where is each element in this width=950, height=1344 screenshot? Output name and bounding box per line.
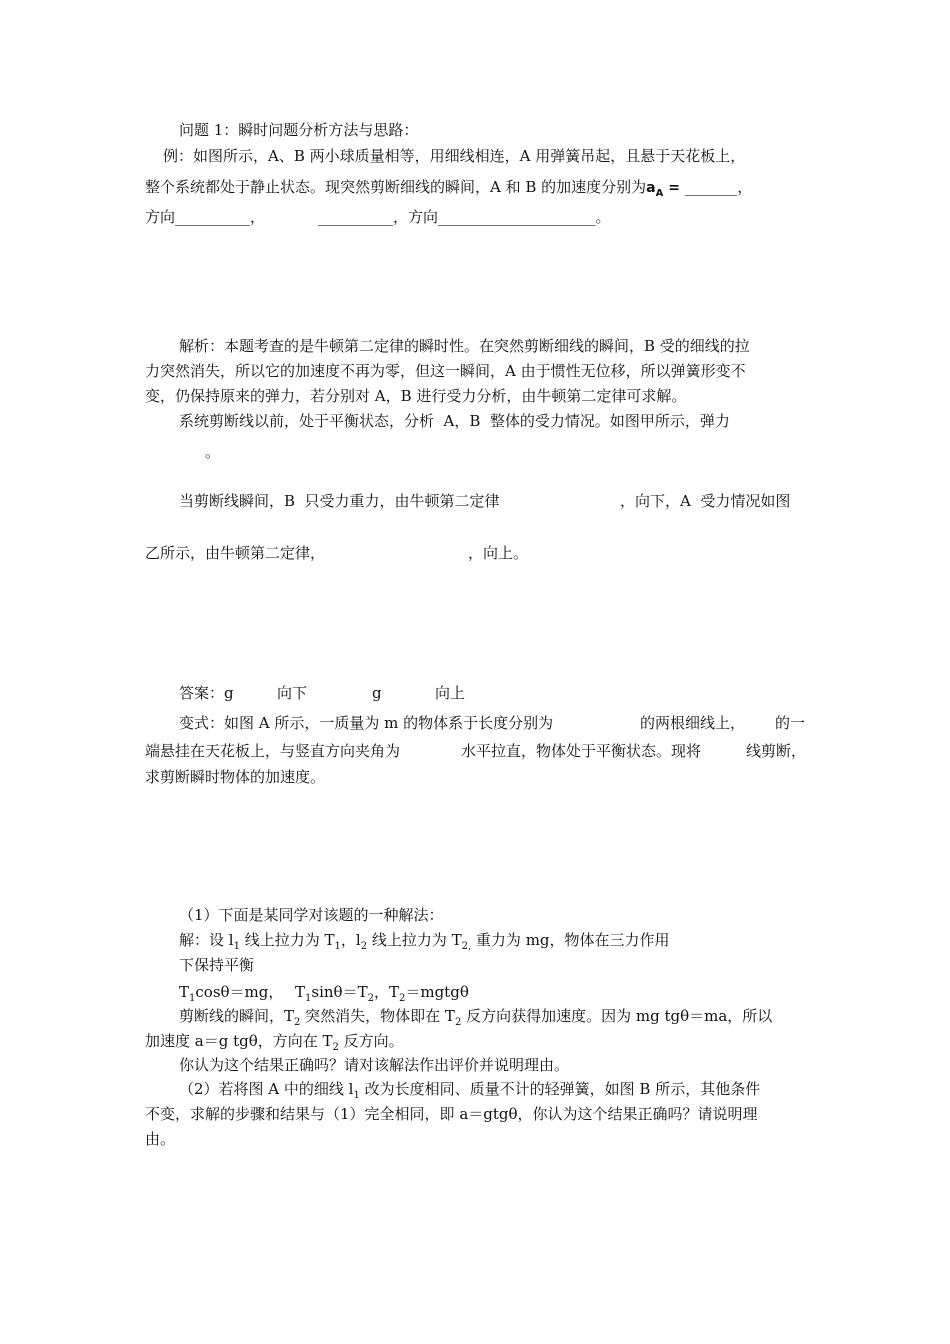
answer-direction-1: 向下 bbox=[277, 684, 308, 702]
variant-line-1c: 的一 bbox=[775, 714, 806, 732]
example-line-2: 整个系统都处于静止状态。现突然剪断细线的瞬间，A 和 B 的加速度分别为$a_A$ = _______， bbox=[145, 178, 753, 199]
variant-line-2c: 线剪断， bbox=[746, 742, 807, 760]
analysis-line-5: 。 bbox=[205, 443, 221, 461]
analysis-line-6a: 当剪断线瞬间，B 只受力重力，由牛顿第二定律 bbox=[179, 492, 500, 510]
analysis-line-2: 力突然消失，所以它的加速度不再为零，但这一瞬间，A 由于惯性无位移，所以弹簧形变不 bbox=[145, 362, 746, 380]
part1-solution-line-1: 解：设 $l_1$ 线上拉力为 $T_1$，$l_2$ 线上拉力为 $T_{2,}$ 重力为 mg，物体在三力作用 bbox=[179, 931, 670, 952]
part1-question: 你认为这个结果正确吗？请对该解法作出评价并说明理由。 bbox=[179, 1056, 570, 1074]
analysis-line-7b: ，向上。 bbox=[468, 544, 529, 562]
answer-g-2: g bbox=[372, 684, 382, 702]
variant-line-1a: 变式：如图 A 所示，一质量为 m 的物体系于长度分别为 bbox=[179, 714, 554, 732]
part1-solution-line-2: 下保持平衡 bbox=[179, 956, 255, 974]
analysis-line-3: 变，仍保持原来的弹力，若分别对 A，B 进行受力分析，由牛顿第二定律可求解。 bbox=[145, 387, 687, 405]
part2-line-3: 由。 bbox=[145, 1130, 176, 1148]
accel-a-symbol: $a_A$ = bbox=[646, 180, 680, 199]
variant-line-3: 求剪断瞬时物体的加速度。 bbox=[145, 768, 326, 786]
analysis-line-1: 解析：本题考查的是牛顿第二定律的瞬时性。在突然剪断细线的瞬间，B 受的细线的拉 bbox=[179, 337, 750, 355]
variant-line-1b: 的两根细线上， bbox=[640, 714, 746, 732]
variant-line-2b: 水平拉直，物体处于平衡状态。现将 bbox=[461, 742, 702, 760]
question-title: 问题 1：瞬时问题分析方法与思路： bbox=[179, 121, 419, 139]
answer-direction-2: 向上 bbox=[435, 684, 466, 702]
example-line-1: 例：如图所示，A、B 两小球质量相等，用细线相连，A 用弹簧吊起，且悬于天花板上， bbox=[163, 147, 746, 165]
answer-label: 答案：g bbox=[179, 684, 234, 702]
analysis-line-4: 系统剪断线以前，处于平衡状态，分析 A，B 整体的受力情况。如图甲所示，弹力 bbox=[179, 412, 730, 430]
part2-line-2: 不变，求解的步骤和结果与（1）完全相同，即 a＝gtgθ，你认为这个结果正确吗？请说明理 bbox=[145, 1105, 758, 1123]
part1-cut-line-2: 加速度 a＝g tgθ，方向在 $T_2$ 反方向。 bbox=[145, 1032, 404, 1053]
analysis-line-6b: ，向下，A 受力情况如图 bbox=[620, 492, 791, 510]
part1-equation-2: $T_1\sin\theta=T_2$，$T_2=mgtg\theta$ bbox=[295, 983, 469, 1004]
variant-line-2a: 端悬挂在天花板上，与竖直方向夹角为 bbox=[145, 742, 401, 760]
part1-intro: （1）下面是某同学对该题的一种解法： bbox=[179, 906, 444, 924]
part1-cut-line-1: 剪断线的瞬间，$T_2$ 突然消失，物体即在 $T_2$ 反方向获得加速度。因为 mg tgθ＝ma，所以 bbox=[179, 1007, 773, 1028]
example-line-3b: __________，方向_____________________。 bbox=[318, 208, 611, 226]
part1-equation-1: $T_1\cos\theta=mg$， bbox=[179, 983, 284, 1004]
example-line-3a: 方向__________， bbox=[145, 208, 266, 226]
part2-line-1: （2）若将图 A 中的细线 $l_1$ 改为长度相同、质量不计的轻弹簧，如图 B 所示，其他条件 bbox=[179, 1080, 761, 1101]
analysis-line-7a: 乙所示，由牛顿第二定律， bbox=[145, 544, 326, 562]
